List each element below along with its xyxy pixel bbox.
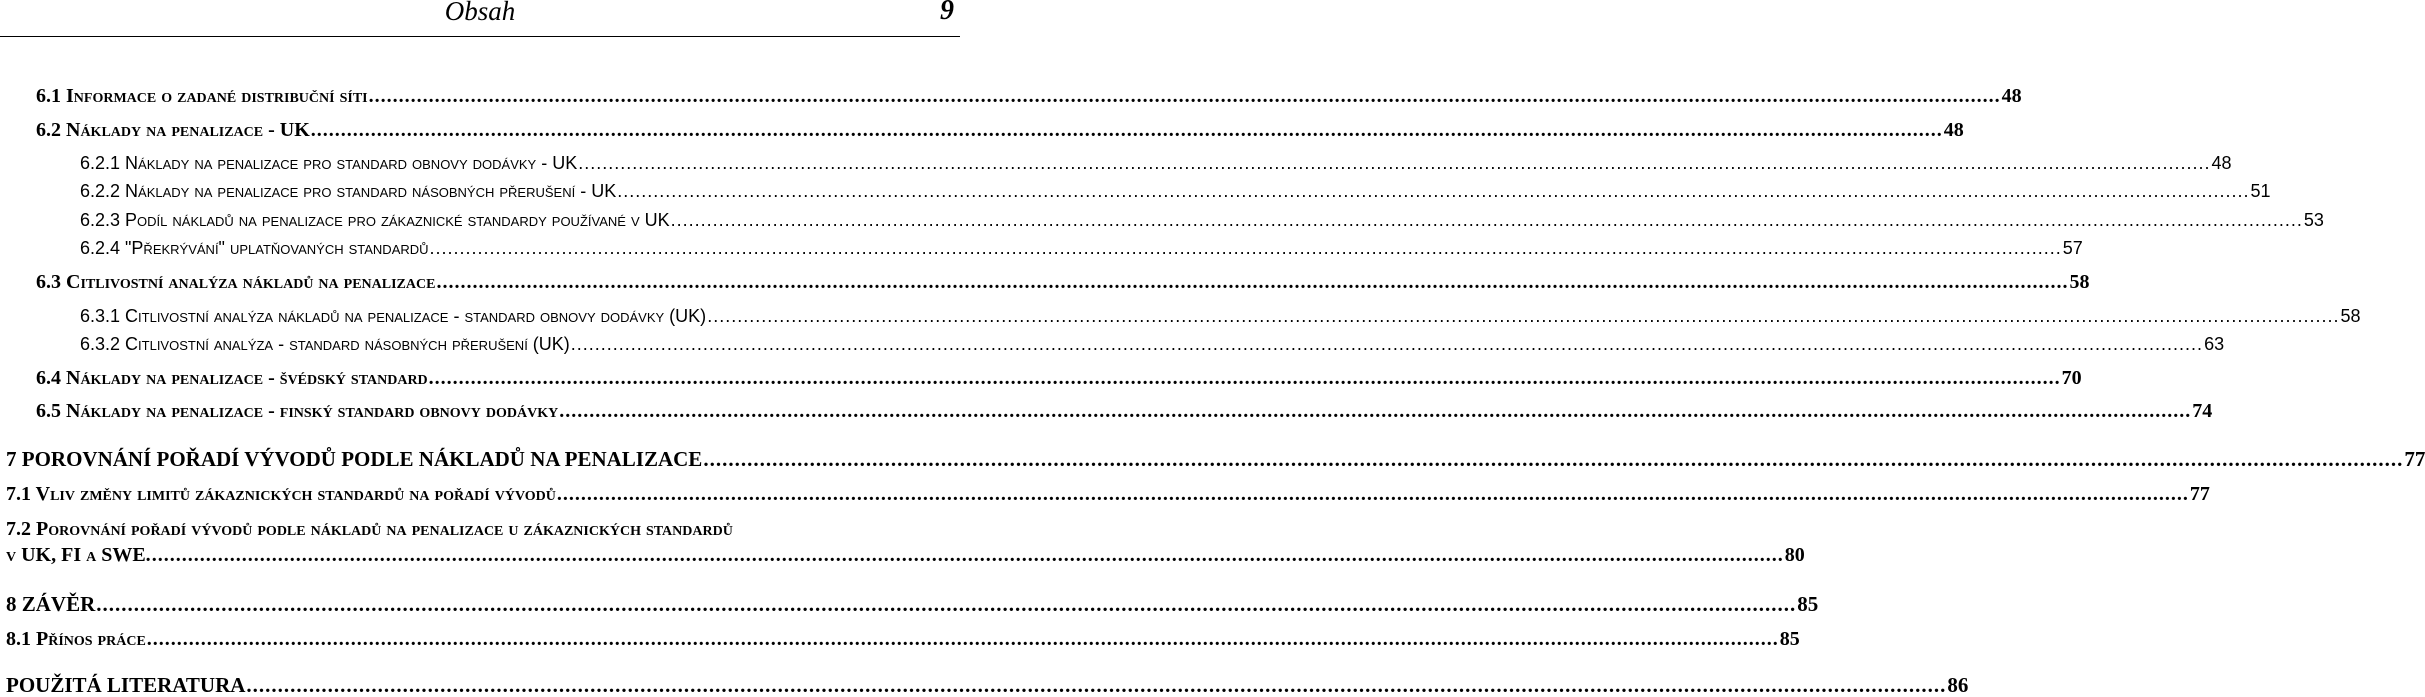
toc-entry-7-2[interactable] xyxy=(6,544,1805,566)
toc-entry-8-1[interactable] xyxy=(6,628,1800,650)
toc-entry-label: 6.2 Náklady na penalizace - UK xyxy=(36,119,310,141)
toc-entry-label: POUŽITÁ LITERATURA xyxy=(6,673,246,697)
toc-entry-label: 6.3.2 Citlivostní analýza - standard násobných přerušení (UK) xyxy=(80,334,570,354)
toc-entry-page: 77 xyxy=(2404,447,2425,471)
toc-leader-dots xyxy=(671,209,2303,231)
toc-leader-dots xyxy=(96,592,1796,616)
toc-leader-dots xyxy=(152,544,1784,566)
toc-entry-6-2-3[interactable] xyxy=(80,209,2324,231)
toc-leader-dots xyxy=(578,152,2210,174)
toc-entry-label: 6.1 Informace o zadané distribuční síti xyxy=(36,85,368,107)
toc-entry-6-1[interactable] xyxy=(36,85,2022,107)
toc-leader-dots xyxy=(147,628,1779,650)
toc-entry-page: 58 xyxy=(2069,271,2090,293)
toc-entry-label: 6.5 Náklady na penalizace - finský standard obnovy dodávky xyxy=(36,400,559,422)
toc-entry-6-2-2[interactable] xyxy=(80,180,2271,202)
toc-entry-page: 57 xyxy=(2062,238,2083,258)
toc-entry-7-1[interactable] xyxy=(6,483,2210,505)
toc-leader-dots xyxy=(429,367,2061,389)
toc-entry-label: v UK, FI a SWE. xyxy=(6,544,151,566)
toc-entry-page: 48 xyxy=(1943,119,1964,141)
toc-leader-dots xyxy=(557,483,2189,505)
toc-entry-page: 85 xyxy=(1797,592,1819,616)
toc-entry-label: 7.1 Vliv změny limitů zákaznických standardů na pořadí vývodů xyxy=(6,483,556,505)
toc-leader-dots xyxy=(571,333,2203,355)
page-header-number: 9 xyxy=(940,0,954,26)
toc-entry-page: 48 xyxy=(2211,153,2232,173)
page-header-title: Obsah xyxy=(444,0,516,26)
toc-entry-label: 6.3.1 Citlivostní analýza nákladů na penalizace - standard obnovy dodávky (UK) xyxy=(80,306,707,326)
toc-entry-6-3-2[interactable] xyxy=(80,333,2225,355)
toc-entry-label: 8.1 Přínos práce xyxy=(6,628,146,650)
toc-entry-6-5[interactable] xyxy=(36,400,2213,422)
toc-entry-label: 8 ZÁVĚR xyxy=(6,592,96,616)
toc-entry-page: 85 xyxy=(1779,628,1800,650)
toc-entry-6-4[interactable] xyxy=(36,367,2082,389)
toc-entry-label: 6.3 Citlivostní analýza nákladů na penalizace xyxy=(36,271,436,293)
toc-entry-8[interactable] xyxy=(6,592,1819,616)
toc-leader-dots xyxy=(246,673,1946,697)
toc-entry-page: 80 xyxy=(1784,544,1805,566)
toc-entry-page: 58 xyxy=(2340,306,2361,326)
toc-entry-page: 70 xyxy=(2061,367,2082,389)
toc-entry-6-2[interactable] xyxy=(36,119,1964,141)
toc-entry-7-2-line1[interactable]: 7.2 Porovnání pořadí vývodů podle nákladů na penalizace u zákaznických standardů xyxy=(6,518,733,540)
toc-leader-dots xyxy=(559,400,2191,422)
toc-entry-label: 6.2.4 "Překrývání" uplatňovaných standardů xyxy=(80,238,429,258)
toc-leader-dots xyxy=(369,85,2001,107)
toc-entry-page: 51 xyxy=(2250,181,2271,201)
toc-entry-6-2-1[interactable] xyxy=(80,152,2232,174)
toc-entry-7[interactable] xyxy=(6,447,2425,471)
toc-entry-label: 6.4 Náklady na penalizace - švédský standard xyxy=(36,367,428,389)
toc-entry-page: 53 xyxy=(2303,210,2324,230)
toc-leader-dots xyxy=(430,237,2062,259)
toc-entry-page: 63 xyxy=(2204,334,2225,354)
toc-entry-literature[interactable] xyxy=(6,673,1969,697)
toc-entry-page: 77 xyxy=(2189,483,2210,505)
toc-entry-label: 6.2.1 Náklady na penalizace pro standard obnovy dodávky - UK xyxy=(80,153,578,173)
toc-entry-6-3[interactable] xyxy=(36,271,2090,293)
toc-entry-6-3-1[interactable] xyxy=(80,305,2361,327)
toc-entry-page: 86 xyxy=(1947,673,1969,697)
toc-leader-dots xyxy=(703,447,2403,471)
toc-entry-page: 74 xyxy=(2192,400,2213,422)
header-divider xyxy=(0,36,960,37)
toc-entry-label: 6.2.3 Podíl nákladů na penalizace pro zákaznické standardy používané v UK xyxy=(80,210,670,230)
toc-leader-dots xyxy=(617,180,2249,202)
toc-leader-dots xyxy=(707,305,2339,327)
toc-leader-dots xyxy=(311,119,1943,141)
toc-entry-6-2-4[interactable] xyxy=(80,237,2083,259)
toc-entry-page: 48 xyxy=(2001,85,2022,107)
toc-entry-label: 7 POROVNÁNÍ POŘADÍ VÝVODŮ PODLE NÁKLADŮ NA PENALIZACE xyxy=(6,447,703,471)
toc-entry-label: 6.2.2 Náklady na penalizace pro standard násobných přerušení - UK xyxy=(80,181,617,201)
toc-leader-dots xyxy=(436,271,2068,293)
